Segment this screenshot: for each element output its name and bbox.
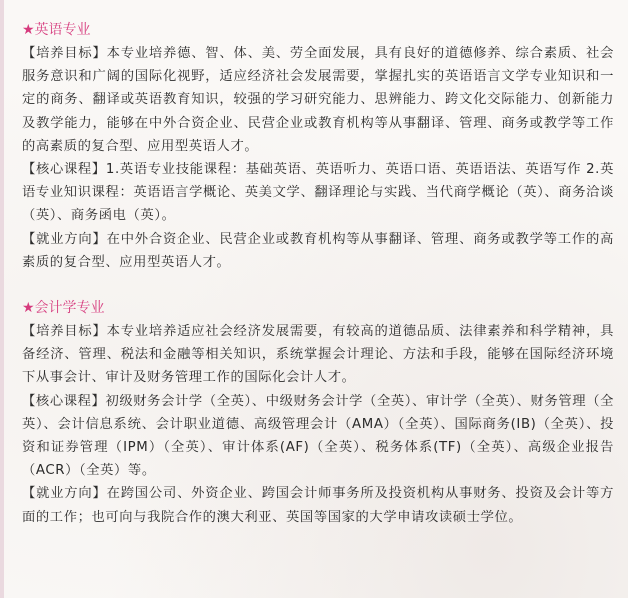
section-english-major xyxy=(22,20,614,274)
section-heading: ★英语专业 xyxy=(22,22,91,38)
paragraph-training-goal: 【培养目标】本专业培养适应社会经济发展需要，有较高的道德品质、法律素养和科学精神，具备经济、管理、税法和金融等相关知识，系统掌握会计理论、方法和手段，能够在国际经济环境下从事会计、审计及财务管理工作的国际化会计人才。 xyxy=(22,324,614,386)
paragraph-core-courses: 【核心课程】1.英语专业技能课程：基础英语、英语听力、英语口语、英语语法、英语写作 2.英语专业知识课程：英语语言学概论、英美文学、翻译理论与实践、当代商学概论（英）、商务洽谈（英）、商务函电（英）。 xyxy=(22,162,614,224)
paragraph-career-direction: 【就业方向】在中外合资企业、民营企业或教育机构等从事翻译、管理、商务或教学等工作的高素质的复合型、应用型英语人才。 xyxy=(22,231,614,270)
section-accounting-major xyxy=(22,298,614,529)
paragraph-core-courses: 【核心课程】初级财务会计学（全英）、中级财务会计学（全英）、审计学（全英）、财务管理（全英）、会计信息系统、会计职业道德、高级管理会计（AMA）（全英）、国际商务(IB)（全英）、投资和证券管理（IPM）（全英）、审计体系(AF)（全英）、税务体系(TF)（全英）、高级企业报告（ACR）（全英）等。 xyxy=(22,393,614,479)
paragraph-training-goal: 【培养目标】本专业培养德、智、体、美、劳全面发展，具有良好的道德修养、综合素质、社会服务意识和广阔的国际化视野，适应经济社会发展需要，掌握扎实的英语语言文学专业知识和一定的商务、翻译或英语教育知识，较强的学习研究能力、思辨能力、跨文化交际能力、创新能力及教学能力，能够在中外合资企业、民营企业或教育机构等从事翻译、管理、商务或教学等工作的高素质的复合型、应用型英语人才。 xyxy=(22,46,614,154)
paragraph-career-direction: 【就业方向】在跨国公司、外资企业、跨国会计师事务所及投资机构从事财务、投资及会计等方面的工作；也可向与我院合作的澳大利亚、英国等国家的大学申请攻读硕士学位。 xyxy=(22,486,614,525)
section-heading: ★会计学专业 xyxy=(22,300,105,317)
article-content xyxy=(22,20,614,529)
left-border-decoration xyxy=(0,0,4,598)
